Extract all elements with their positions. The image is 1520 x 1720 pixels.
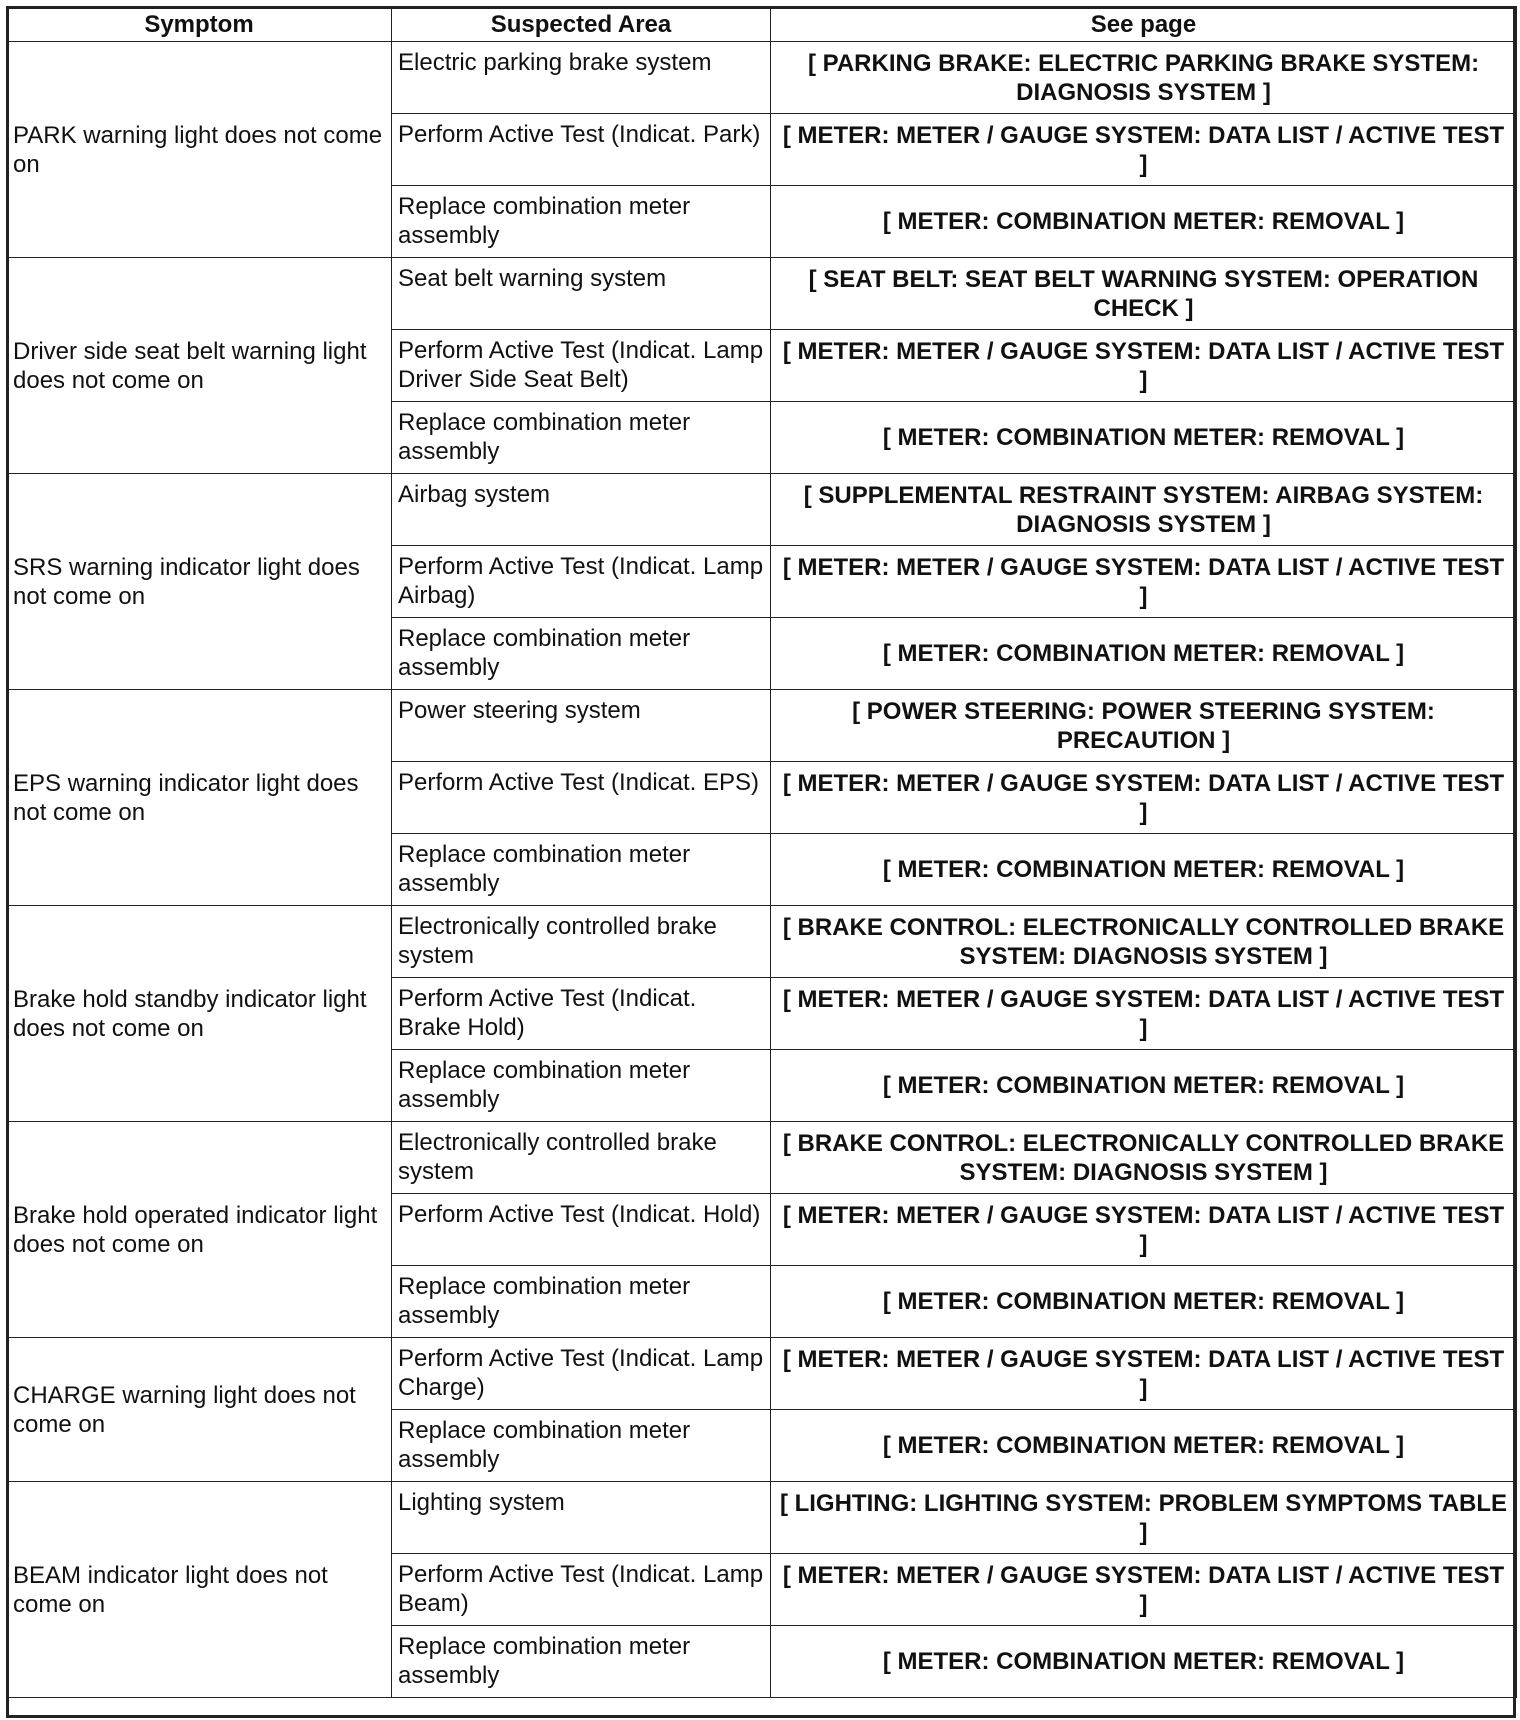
symptom-cell: BEAM indicator light does not come on [7, 1482, 392, 1698]
suspected-area-cell: Perform Active Test (Indicat. Lamp Charge) [392, 1338, 771, 1410]
see-page-cell: [ BRAKE CONTROL: ELECTRONICALLY CONTROLLED BRAKE SYSTEM: DIAGNOSIS SYSTEM ] [771, 1122, 1517, 1194]
table-row [7, 474, 1517, 546]
see-page-cell: [ LIGHTING: LIGHTING SYSTEM: PROBLEM SYMPTOMS TABLE ] [771, 1482, 1517, 1554]
see-page-cell: [ METER: METER / GAUGE SYSTEM: DATA LIST / ACTIVE TEST ] [771, 1554, 1517, 1626]
see-page-cell: [ METER: COMBINATION METER: REMOVAL ] [771, 834, 1517, 906]
suspected-area-cell: Replace combination meter assembly [392, 834, 771, 906]
header-see-page: See page [771, 7, 1517, 42]
suspected-area-cell: Replace combination meter assembly [392, 1266, 771, 1338]
header-symptom: Symptom [7, 7, 392, 42]
see-page-cell: [ POWER STEERING: POWER STEERING SYSTEM: PRECAUTION ] [771, 690, 1517, 762]
see-page-cell: [ METER: METER / GAUGE SYSTEM: DATA LIST / ACTIVE TEST ] [771, 330, 1517, 402]
see-page-cell: [ METER: COMBINATION METER: REMOVAL ] [771, 1050, 1517, 1122]
table-header-row [7, 7, 1517, 42]
table-row [7, 1482, 1517, 1554]
symptom-cell: CHARGE warning light does not come on [7, 1338, 392, 1482]
table-row [7, 1338, 1517, 1410]
see-page-cell: [ METER: METER / GAUGE SYSTEM: DATA LIST / ACTIVE TEST ] [771, 1194, 1517, 1266]
see-page-cell: [ METER: METER / GAUGE SYSTEM: DATA LIST / ACTIVE TEST ] [771, 762, 1517, 834]
see-page-cell: [ METER: METER / GAUGE SYSTEM: DATA LIST / ACTIVE TEST ] [771, 114, 1517, 186]
suspected-area-cell: Perform Active Test (Indicat. Lamp Airbag) [392, 546, 771, 618]
suspected-area-cell: Electronically controlled brake system [392, 906, 771, 978]
symptom-cell: SRS warning indicator light does not come on [7, 474, 392, 690]
symptom-table-container [6, 6, 1517, 1698]
see-page-cell: [ METER: COMBINATION METER: REMOVAL ] [771, 1626, 1517, 1698]
symptom-cell: Driver side seat belt warning light does not come on [7, 258, 392, 474]
suspected-area-cell: Perform Active Test (Indicat. Brake Hold) [392, 978, 771, 1050]
table-row [7, 690, 1517, 762]
suspected-area-cell: Lighting system [392, 1482, 771, 1554]
see-page-cell: [ METER: METER / GAUGE SYSTEM: DATA LIST / ACTIVE TEST ] [771, 1338, 1517, 1410]
suspected-area-cell: Replace combination meter assembly [392, 186, 771, 258]
see-page-cell: [ SEAT BELT: SEAT BELT WARNING SYSTEM: OPERATION CHECK ] [771, 258, 1517, 330]
symptom-cell: Brake hold standby indicator light does not come on [7, 906, 392, 1122]
suspected-area-cell: Replace combination meter assembly [392, 1626, 771, 1698]
see-page-cell: [ METER: METER / GAUGE SYSTEM: DATA LIST / ACTIVE TEST ] [771, 978, 1517, 1050]
suspected-area-cell: Perform Active Test (Indicat. Park) [392, 114, 771, 186]
suspected-area-cell: Replace combination meter assembly [392, 618, 771, 690]
suspected-area-cell: Electronically controlled brake system [392, 1122, 771, 1194]
suspected-area-cell: Replace combination meter assembly [392, 402, 771, 474]
symptom-cell: EPS warning indicator light does not come on [7, 690, 392, 906]
see-page-cell: [ METER: COMBINATION METER: REMOVAL ] [771, 402, 1517, 474]
see-page-cell: [ SUPPLEMENTAL RESTRAINT SYSTEM: AIRBAG SYSTEM: DIAGNOSIS SYSTEM ] [771, 474, 1517, 546]
table-row [7, 906, 1517, 978]
suspected-area-cell: Electric parking brake system [392, 42, 771, 114]
see-page-cell: [ METER: COMBINATION METER: REMOVAL ] [771, 618, 1517, 690]
problem-symptoms-table [6, 6, 1517, 1698]
symptom-cell: Brake hold operated indicator light does not come on [7, 1122, 392, 1338]
suspected-area-cell: Power steering system [392, 690, 771, 762]
suspected-area-cell: Perform Active Test (Indicat. Hold) [392, 1194, 771, 1266]
suspected-area-cell: Replace combination meter assembly [392, 1410, 771, 1482]
see-page-cell: [ METER: COMBINATION METER: REMOVAL ] [771, 1266, 1517, 1338]
see-page-cell: [ METER: METER / GAUGE SYSTEM: DATA LIST / ACTIVE TEST ] [771, 546, 1517, 618]
symptom-cell: PARK warning light does not come on [7, 42, 392, 258]
suspected-area-cell: Seat belt warning system [392, 258, 771, 330]
see-page-cell: [ BRAKE CONTROL: ELECTRONICALLY CONTROLLED BRAKE SYSTEM: DIAGNOSIS SYSTEM ] [771, 906, 1517, 978]
table-row [7, 258, 1517, 330]
suspected-area-cell: Perform Active Test (Indicat. Lamp Beam) [392, 1554, 771, 1626]
see-page-cell: [ METER: COMBINATION METER: REMOVAL ] [771, 186, 1517, 258]
table-row [7, 42, 1517, 114]
header-suspected-area: Suspected Area [392, 7, 771, 42]
suspected-area-cell: Replace combination meter assembly [392, 1050, 771, 1122]
see-page-cell: [ PARKING BRAKE: ELECTRIC PARKING BRAKE SYSTEM: DIAGNOSIS SYSTEM ] [771, 42, 1517, 114]
table-row [7, 1122, 1517, 1194]
suspected-area-cell: Airbag system [392, 474, 771, 546]
table-body [7, 42, 1517, 1698]
suspected-area-cell: Perform Active Test (Indicat. EPS) [392, 762, 771, 834]
see-page-cell: [ METER: COMBINATION METER: REMOVAL ] [771, 1410, 1517, 1482]
suspected-area-cell: Perform Active Test (Indicat. Lamp Driver Side Seat Belt) [392, 330, 771, 402]
